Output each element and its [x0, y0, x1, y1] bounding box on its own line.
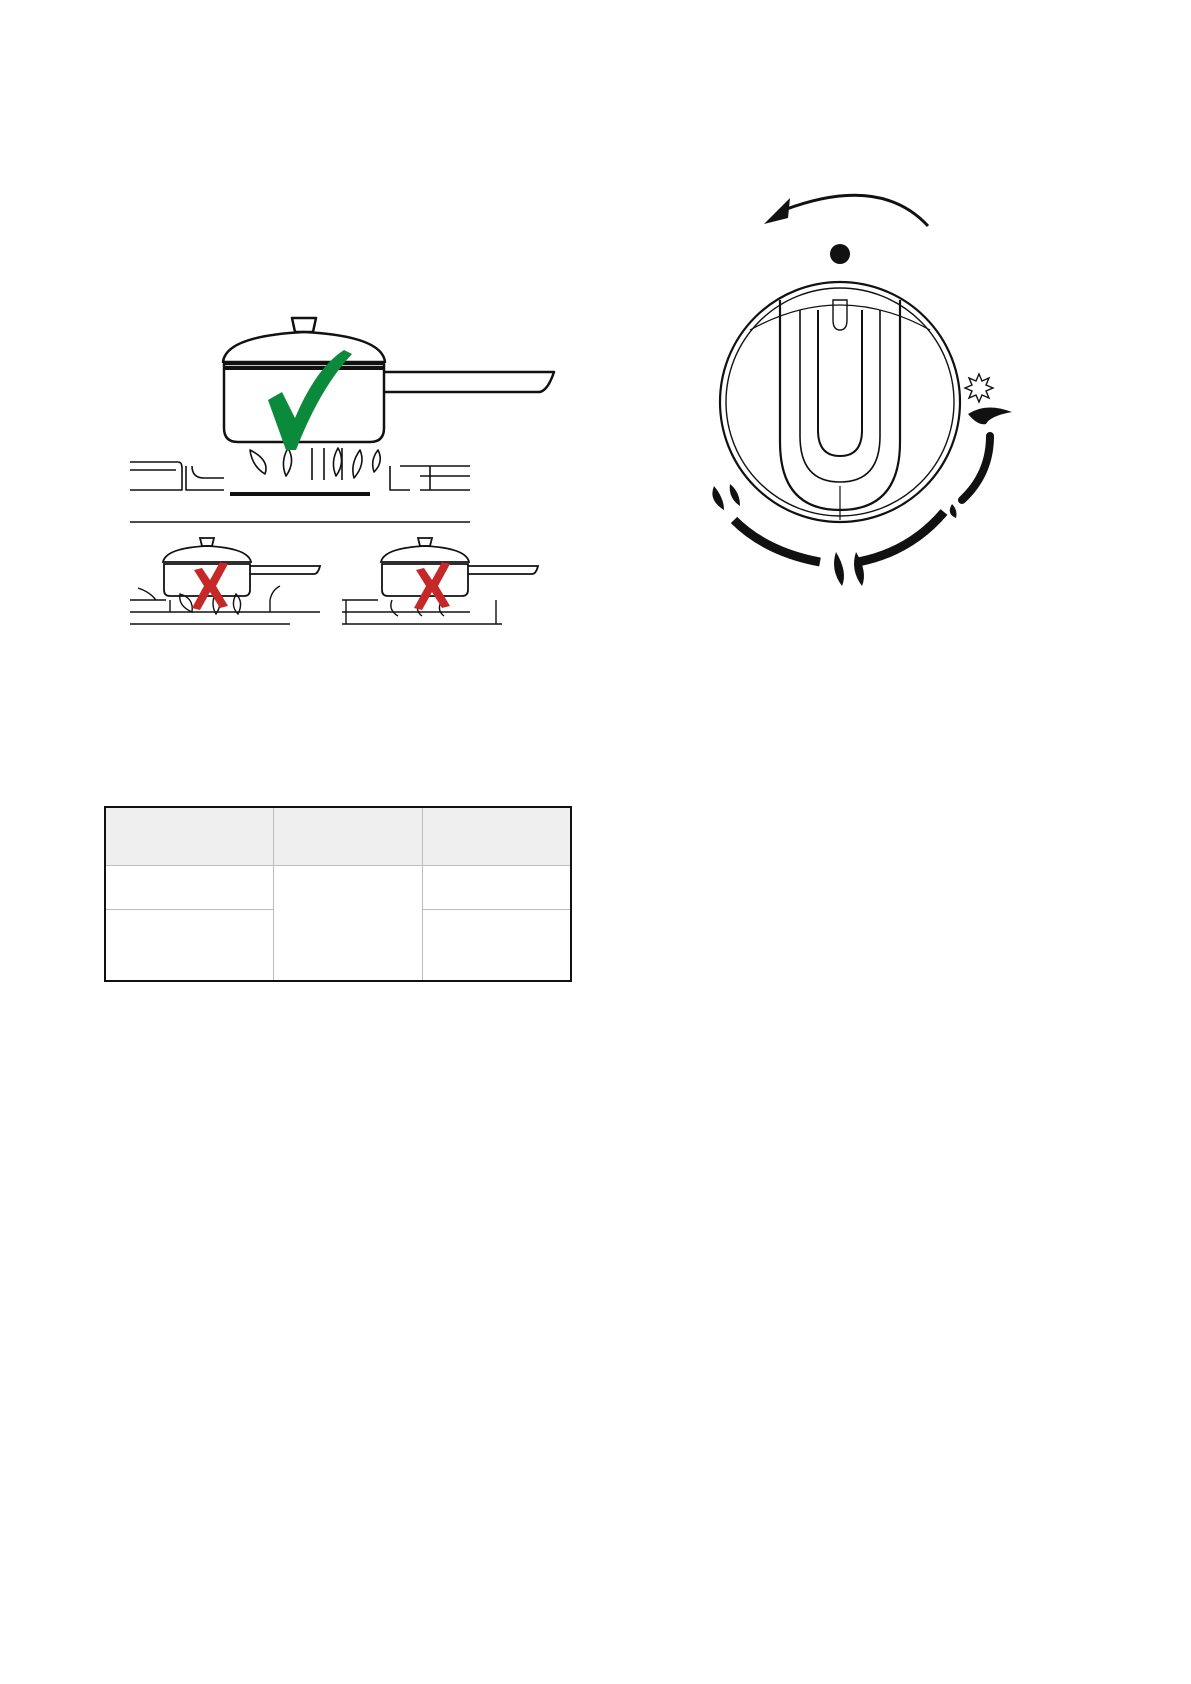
counterclockwise-arrow-icon	[784, 195, 928, 226]
table-header-row	[105, 807, 571, 866]
table-cell	[105, 910, 274, 981]
large-flame-icon	[968, 407, 1012, 424]
correct-pan-illustration	[130, 318, 554, 522]
table-cell	[274, 866, 422, 981]
double-flame-icon	[834, 552, 864, 586]
table-header-cell	[105, 807, 274, 866]
small-flame-icon	[712, 484, 740, 510]
table-header-cell	[274, 807, 422, 866]
table-cell	[422, 910, 571, 981]
burner-table	[104, 806, 572, 982]
spark-icon	[965, 374, 993, 402]
control-knob-figure	[690, 180, 1030, 600]
incorrect-pan-illustration-off-center	[342, 538, 538, 640]
dot-icon	[830, 244, 850, 264]
incorrect-pan-illustration-small-pan	[130, 538, 320, 640]
table-cell	[105, 866, 274, 910]
table-row	[105, 866, 571, 910]
pan-placement-figure	[120, 300, 580, 640]
table-cell	[422, 866, 571, 910]
knob-dial	[720, 282, 960, 522]
table-header-cell	[422, 807, 571, 866]
